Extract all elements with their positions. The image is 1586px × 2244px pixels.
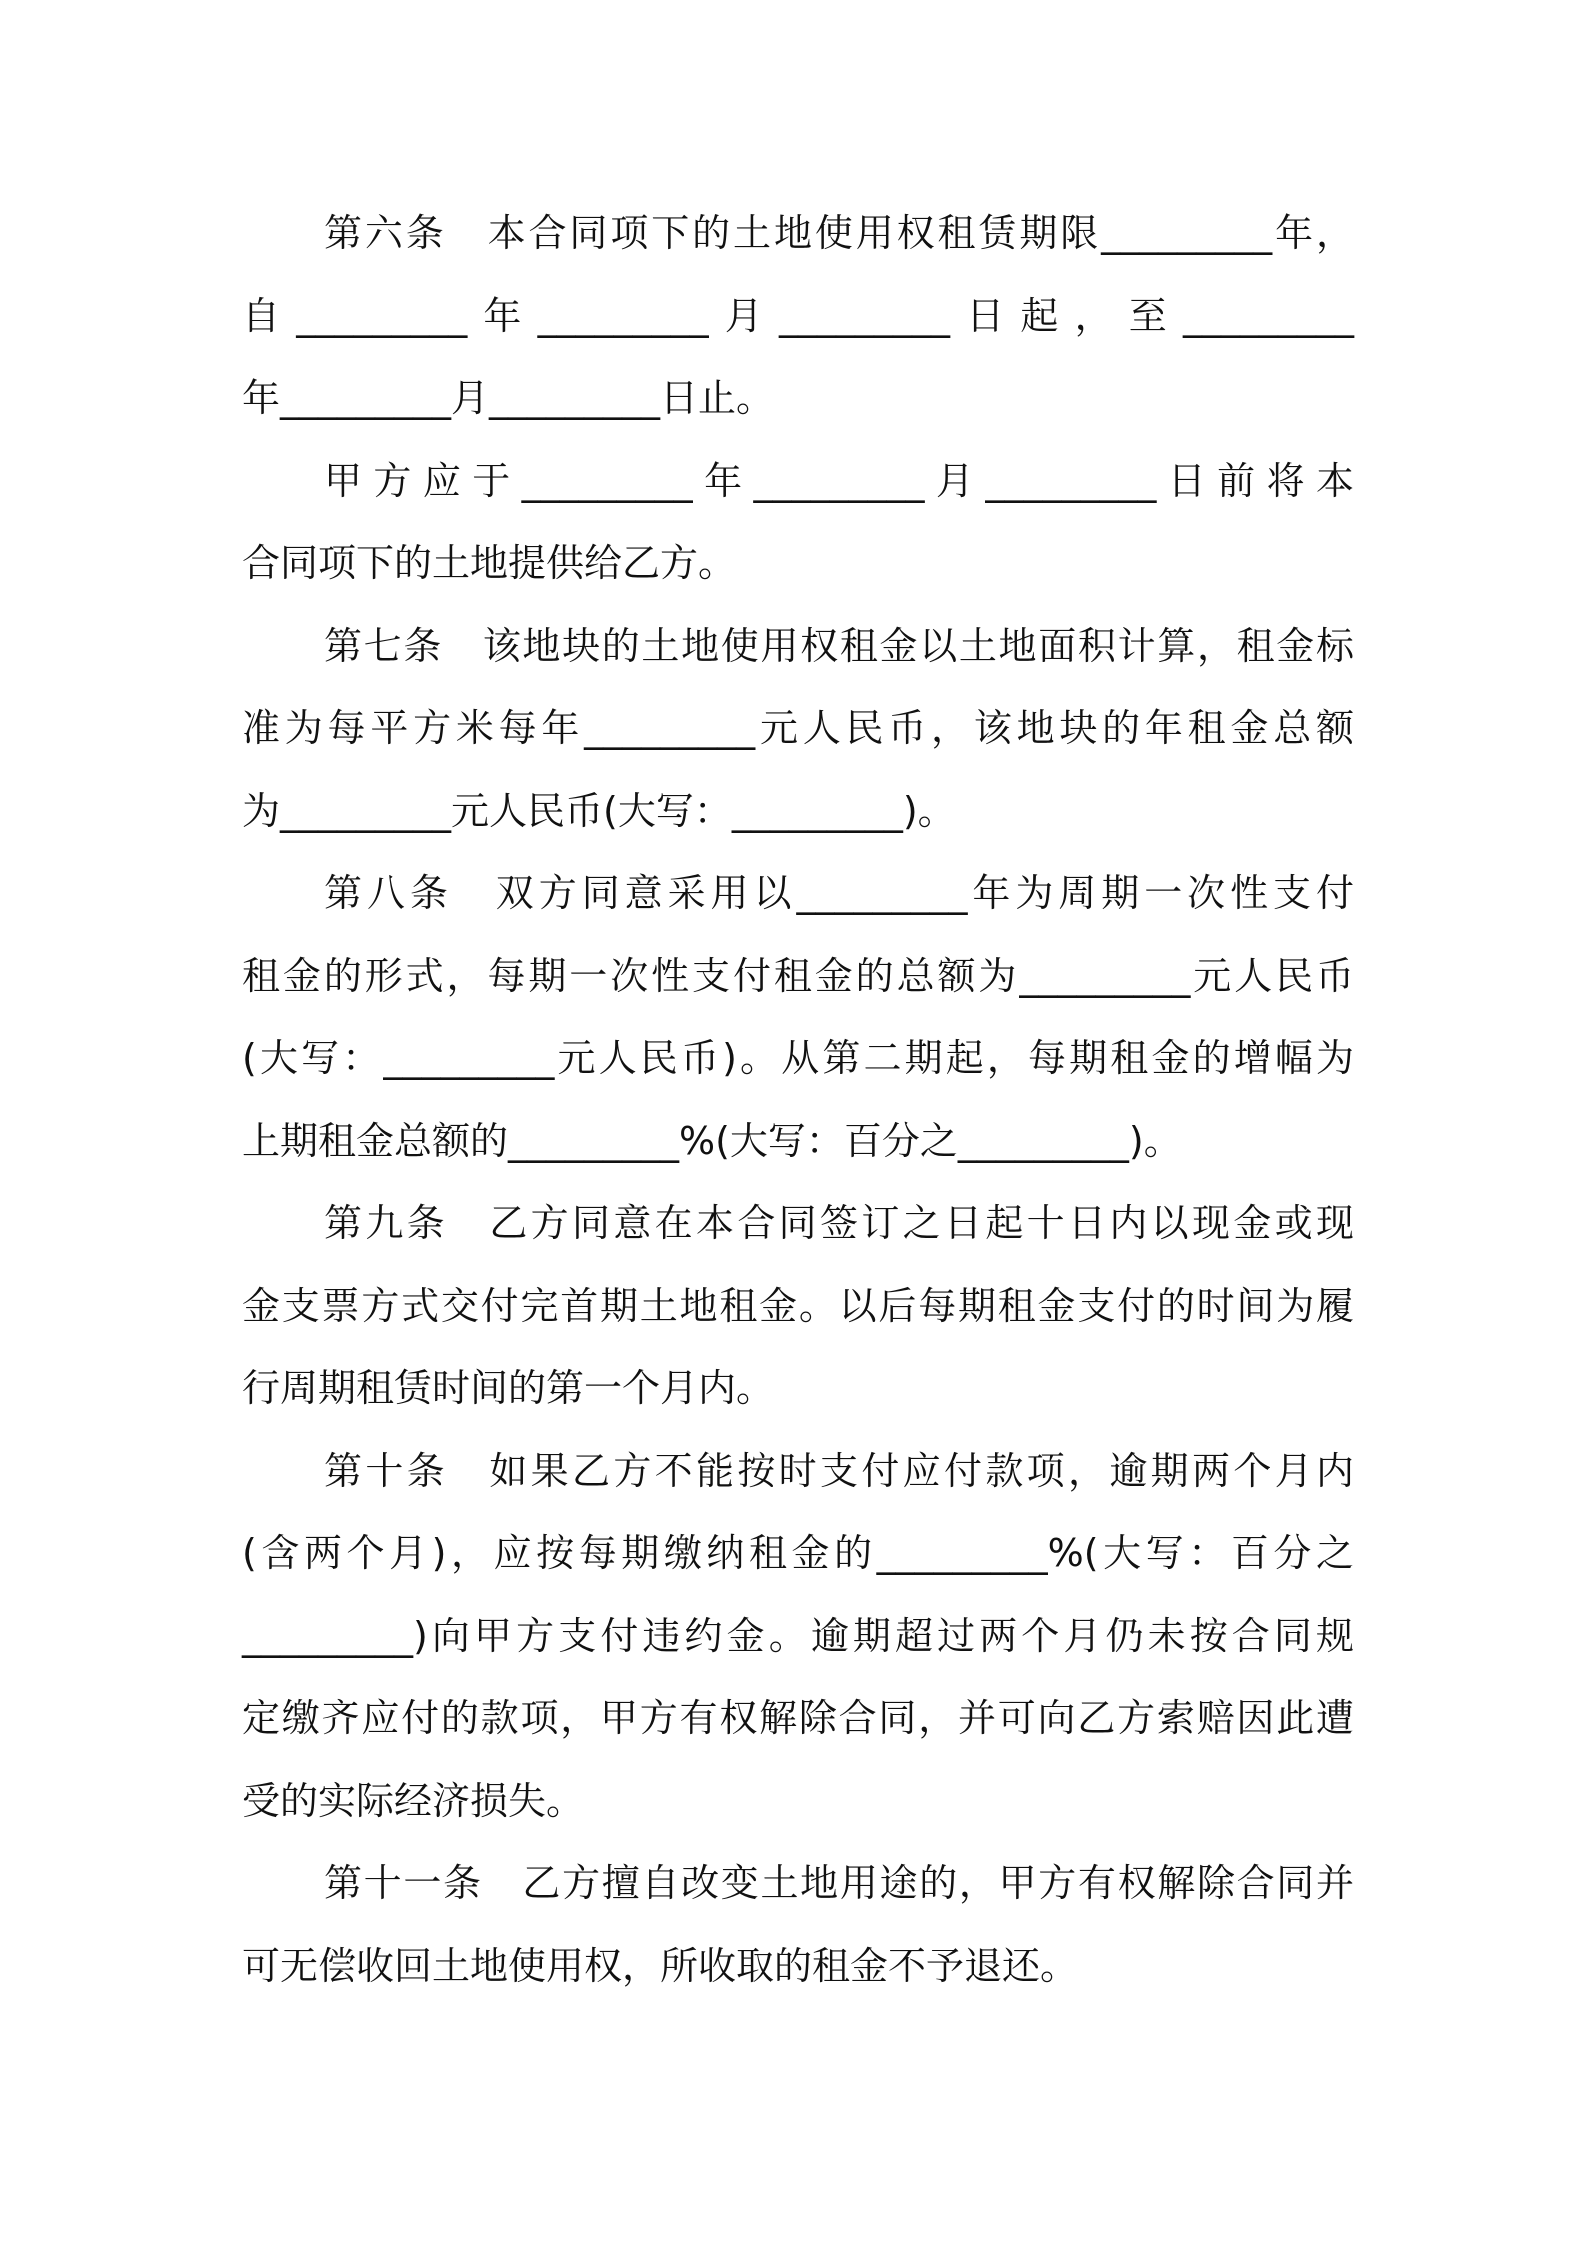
text-line: 定缴齐应付的款项，甲方有权解除合同，并可向乙方索赔因此遭 — [242, 1696, 1354, 1740]
text-line: (含两个月)，应按每期缴纳租金的_________%(大写：百分之 — [242, 1531, 1354, 1575]
text-line: (大写：_________元人民币)。从第二期起，每期租金的增幅为 — [242, 1036, 1354, 1080]
paragraph-article-7 — [242, 605, 1354, 853]
paragraph-article-10 — [242, 1430, 1354, 1843]
text-line: _________)向甲方支付违约金。逾期超过两个月仍未按合同规 — [242, 1613, 1354, 1658]
text-line: 租金的形式，每期一次性支付租金的总额为_________元人民币 — [242, 953, 1354, 998]
text-line: 上期租金总额的_________%(大写：百分之_________)。 — [242, 1118, 1182, 1163]
paragraph-article-11 — [242, 1842, 1354, 2007]
text-line: 金支票方式交付完首期土地租金。以后每期租金支付的时间为履 — [242, 1283, 1354, 1328]
text-line: 第十一条 乙方擅自改变土地用途的，甲方有权解除合同并 — [324, 1861, 1354, 1905]
text-line: 第九条 乙方同意在本合同签订之日起十日内以现金或现 — [324, 1201, 1354, 1245]
paragraph-article-6 — [242, 192, 1354, 440]
paragraph-article-8 — [242, 852, 1354, 1182]
text-line: 第六条 本合同项下的土地使用权租赁期限_________年， — [324, 211, 1354, 255]
text-line: 自_________年_________月_________日起，至_________ — [242, 293, 1354, 338]
text-line: 为_________元人民币(大写：_________)。 — [242, 788, 956, 833]
text-line: 年_________月_________日止。 — [242, 376, 775, 420]
text-line: 可无偿收回土地使用权，所收取的租金不予退还。 — [242, 1943, 1079, 1988]
paragraph-article-9 — [242, 1182, 1354, 1430]
contract-body — [242, 192, 1354, 2007]
text-line: 合同项下的土地提供给乙方。 — [242, 541, 737, 585]
text-line: 甲方应于_________年_________月_________日前将本 — [324, 458, 1354, 503]
text-line: 第七条 该地块的土地使用权租金以土地面积计算，租金标 — [324, 623, 1354, 668]
paragraph-article-6-delivery — [242, 440, 1354, 605]
text-line: 第八条 双方同意采用以_________年为周期一次性支付 — [324, 871, 1354, 915]
text-line: 准为每平方米每年_________元人民币，该地块的年租金总额 — [242, 706, 1354, 750]
text-line: 受的实际经济损失。 — [242, 1778, 585, 1823]
text-line: 第十条 如果乙方不能按时支付应付款项，逾期两个月内 — [324, 1448, 1354, 1493]
text-line: 行周期租赁时间的第一个月内。 — [242, 1366, 775, 1410]
